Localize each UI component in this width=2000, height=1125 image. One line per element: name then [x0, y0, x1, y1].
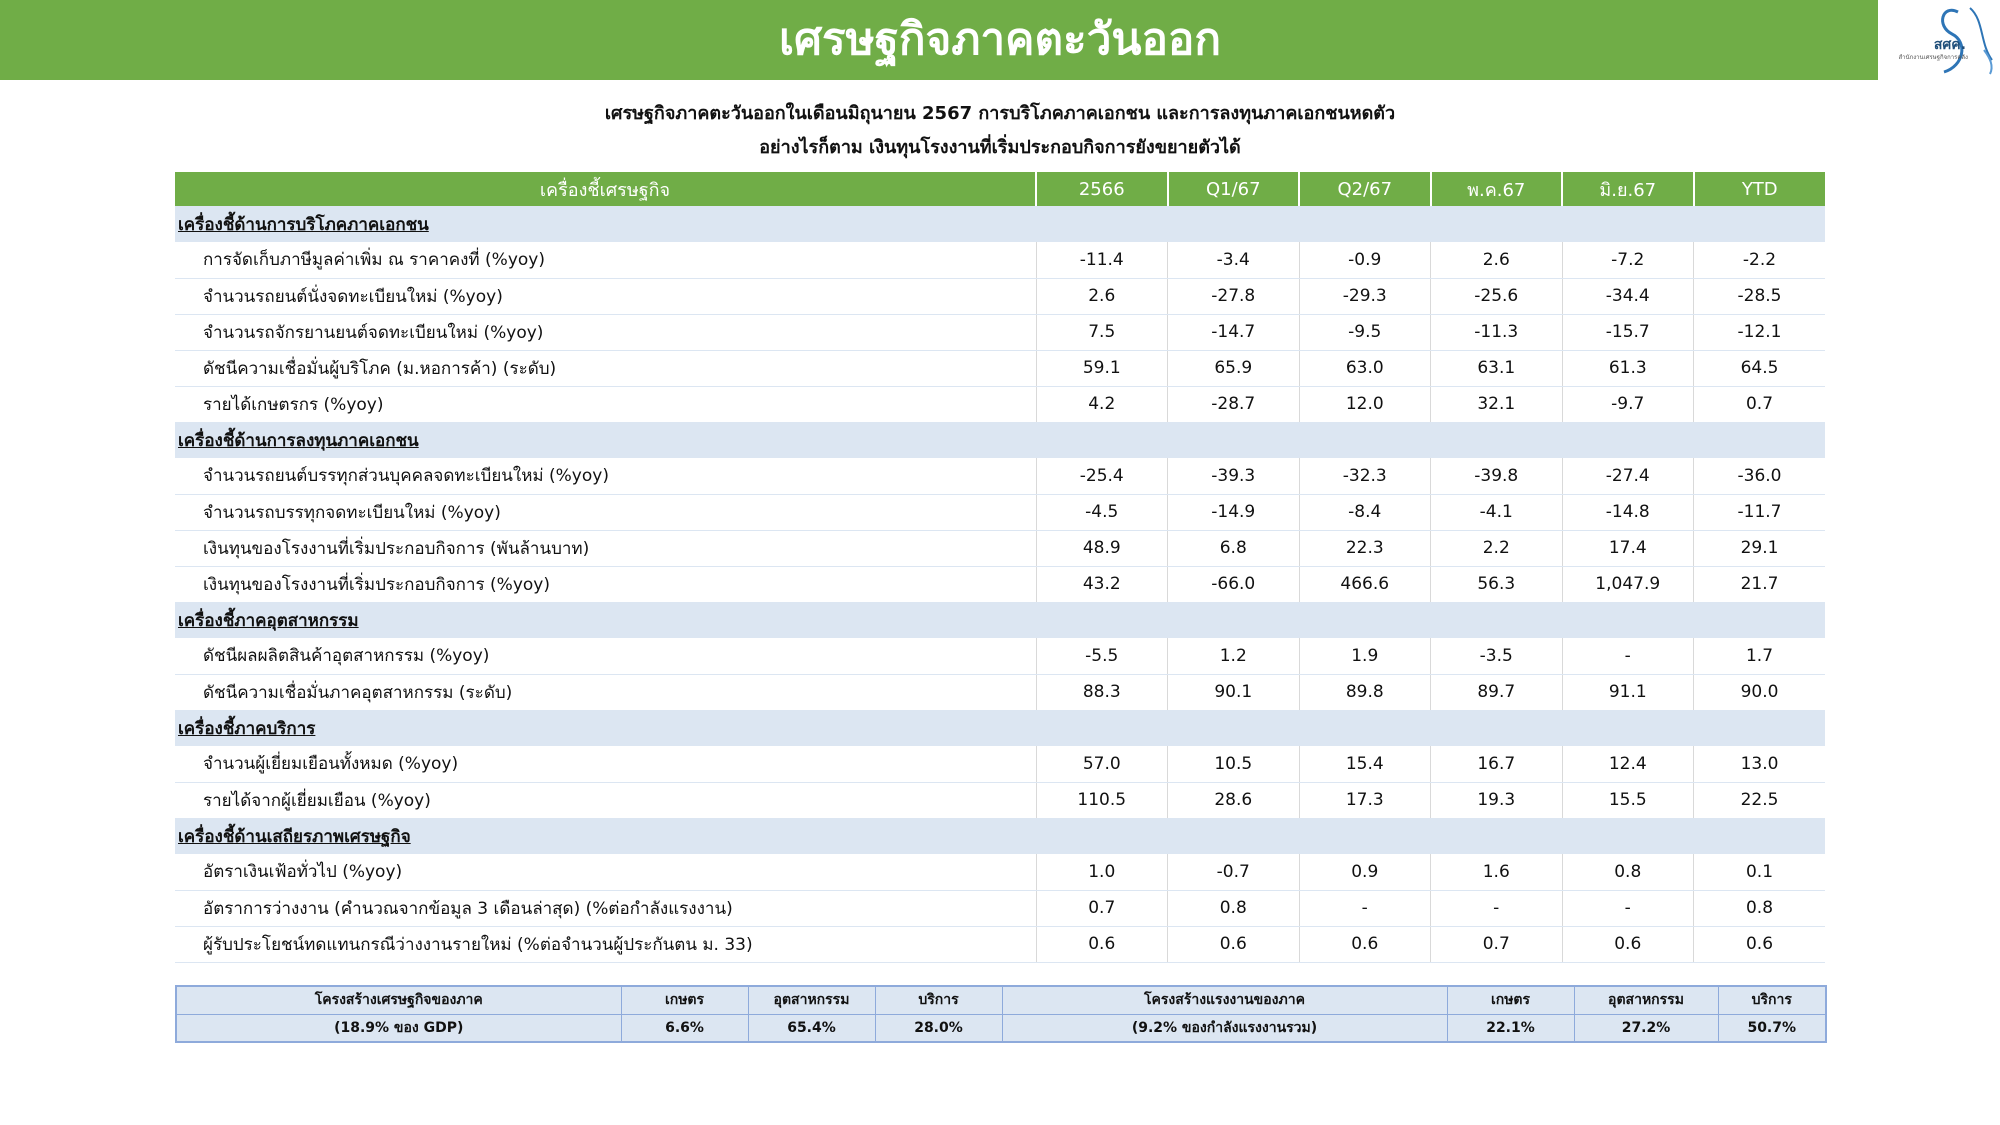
indicator-value: -11.7 — [1694, 494, 1826, 530]
indicator-value: 1,047.9 — [1562, 566, 1694, 602]
indicator-value: 17.3 — [1299, 782, 1431, 818]
labor-value-industry: 27.2% — [1574, 1014, 1718, 1042]
indicator-value: -14.9 — [1168, 494, 1300, 530]
section-title: เครื่องชี้ภาคบริการ — [175, 710, 1825, 746]
section-header-row — [175, 422, 1825, 458]
indicator-value: -3.5 — [1431, 638, 1563, 674]
indicator-value: 22.5 — [1694, 782, 1826, 818]
indicator-value: 0.8 — [1168, 890, 1300, 926]
indicator-value: 0.7 — [1036, 890, 1168, 926]
indicator-value: 64.5 — [1694, 350, 1826, 386]
indicator-value: 0.6 — [1036, 926, 1168, 962]
page-title: เศรษฐกิจภาคตะวันออก — [779, 14, 1221, 65]
column-header: Q2/67 — [1299, 172, 1431, 206]
structure-row-values — [176, 1014, 1826, 1042]
table-row — [175, 278, 1825, 314]
indicator-value: 90.0 — [1694, 674, 1826, 710]
section-header-row — [175, 818, 1825, 854]
column-header: Q1/67 — [1168, 172, 1300, 206]
indicator-label: อัตราเงินเฟ้อทั่วไป (%yoy) — [175, 854, 1036, 890]
table-row — [175, 746, 1825, 782]
indicator-value: 28.6 — [1168, 782, 1300, 818]
labor-structure-title: โครงสร้างแรงงานของภาค — [1002, 986, 1447, 1014]
indicator-value: 6.8 — [1168, 530, 1300, 566]
indicator-value: 59.1 — [1036, 350, 1168, 386]
indicator-value: -32.3 — [1299, 458, 1431, 494]
indicator-value: 56.3 — [1431, 566, 1563, 602]
section-header-row — [175, 710, 1825, 746]
table-row — [175, 782, 1825, 818]
table-row — [175, 458, 1825, 494]
indicator-value: -7.2 — [1562, 242, 1694, 278]
logo — [1880, 0, 2000, 80]
indicator-value: 0.8 — [1694, 890, 1826, 926]
indicator-value: -2.2 — [1694, 242, 1826, 278]
indicator-label: อัตราการว่างงาน (คำนวณจากข้อมูล 3 เดือนล่าสุด) (%ต่อกำลังแรงงาน) — [175, 890, 1036, 926]
indicator-label: รายได้จากผู้เยี่ยมเยือน (%yoy) — [175, 782, 1036, 818]
indicator-value: -9.7 — [1562, 386, 1694, 422]
structure-table — [175, 985, 1827, 1043]
indicator-value: 19.3 — [1431, 782, 1563, 818]
subtitle-line-2: อย่างไรก็ตาม เงินทุนโรงงานที่เริ่มประกอบกิจการยังขยายตัวได้ — [759, 137, 1241, 158]
indicator-value: -0.7 — [1168, 854, 1300, 890]
labor-label-agri: เกษตร — [1447, 986, 1574, 1014]
indicator-value: 0.6 — [1299, 926, 1431, 962]
indicator-value: -4.5 — [1036, 494, 1168, 530]
labor-value-service: 50.7% — [1718, 1014, 1826, 1042]
column-header: มิ.ย.67 — [1562, 172, 1694, 206]
indicator-label: จำนวนรถจักรยานยนต์จดทะเบียนใหม่ (%yoy) — [175, 314, 1036, 350]
table-row — [175, 674, 1825, 710]
indicator-value: 4.2 — [1036, 386, 1168, 422]
indicator-value: -28.5 — [1694, 278, 1826, 314]
indicator-value: -14.7 — [1168, 314, 1300, 350]
indicator-label: ดัชนีความเชื่อมั่นภาคอุตสาหกรรม (ระดับ) — [175, 674, 1036, 710]
table-row — [175, 566, 1825, 602]
indicator-value: -15.7 — [1562, 314, 1694, 350]
table-row — [175, 926, 1825, 962]
table-row — [175, 530, 1825, 566]
indicator-value: -14.8 — [1562, 494, 1694, 530]
indicator-value: -66.0 — [1168, 566, 1300, 602]
section-title: เครื่องชี้ด้านการลงทุนภาคเอกชน — [175, 422, 1825, 458]
indicator-value: 0.1 — [1694, 854, 1826, 890]
section-title: เครื่องชี้ภาคอุตสาหกรรม — [175, 602, 1825, 638]
labor-label-service: บริการ — [1718, 986, 1826, 1014]
table-row — [175, 314, 1825, 350]
indicator-value: -25.4 — [1036, 458, 1168, 494]
table-row — [175, 890, 1825, 926]
indicator-value: 48.9 — [1036, 530, 1168, 566]
indicator-label: เงินทุนของโรงงานที่เริ่มประกอบกิจการ (พันล้านบาท) — [175, 530, 1036, 566]
indicator-value: 0.9 — [1299, 854, 1431, 890]
logo-text: สศค. — [1933, 37, 1966, 53]
indicator-value: 466.6 — [1299, 566, 1431, 602]
indicator-value: 89.8 — [1299, 674, 1431, 710]
labor-value-agri: 22.1% — [1447, 1014, 1574, 1042]
indicator-value: -39.8 — [1431, 458, 1563, 494]
economy-value-agri: 6.6% — [621, 1014, 748, 1042]
economy-label-agri: เกษตร — [621, 986, 748, 1014]
indicator-value: 13.0 — [1694, 746, 1826, 782]
indicator-value: 91.1 — [1562, 674, 1694, 710]
indicator-value: 0.6 — [1168, 926, 1300, 962]
indicator-value: -25.6 — [1431, 278, 1563, 314]
indicator-value: -11.3 — [1431, 314, 1563, 350]
indicator-label: รายได้เกษตรกร (%yoy) — [175, 386, 1036, 422]
economy-label-service: บริการ — [875, 986, 1002, 1014]
indicator-value: -27.8 — [1168, 278, 1300, 314]
column-header: พ.ค.67 — [1431, 172, 1563, 206]
indicator-value: 29.1 — [1694, 530, 1826, 566]
economy-structure-title: โครงสร้างเศรษฐกิจของภาค — [176, 986, 621, 1014]
table-row — [175, 854, 1825, 890]
table-body — [175, 206, 1825, 962]
indicator-value: 12.4 — [1562, 746, 1694, 782]
indicator-value: - — [1299, 890, 1431, 926]
indicator-value: -27.4 — [1562, 458, 1694, 494]
indicator-value: 65.9 — [1168, 350, 1300, 386]
indicator-value: 2.6 — [1036, 278, 1168, 314]
subtitle-line-1: เศรษฐกิจภาคตะวันออกในเดือนมิถุนายน 2567 การบริโภคภาคเอกชน และการลงทุนภาคเอกชนหดตัว — [604, 103, 1396, 124]
indicator-value: 0.6 — [1694, 926, 1826, 962]
indicator-label: ดัชนีความเชื่อมั่นผู้บริโภค (ม.หอการค้า) (ระดับ) — [175, 350, 1036, 386]
economy-structure-subtitle: (18.9% ของ GDP) — [176, 1014, 621, 1042]
indicator-value: 43.2 — [1036, 566, 1168, 602]
logo-subtext: สำนักงานเศรษฐกิจการคลัง — [1898, 54, 1968, 61]
section-header-row — [175, 206, 1825, 242]
indicator-value: 89.7 — [1431, 674, 1563, 710]
indicator-label: ดัชนีผลผลิตสินค้าอุตสาหกรรม (%yoy) — [175, 638, 1036, 674]
indicator-value: -11.4 — [1036, 242, 1168, 278]
indicator-value: 61.3 — [1562, 350, 1694, 386]
column-header: เครื่องชี้เศรษฐกิจ — [175, 172, 1036, 206]
table-header-row — [175, 172, 1825, 206]
table-row — [175, 386, 1825, 422]
economy-value-service: 28.0% — [875, 1014, 1002, 1042]
indicator-value: - — [1431, 890, 1563, 926]
indicator-value: 17.4 — [1562, 530, 1694, 566]
indicator-value: 2.6 — [1431, 242, 1563, 278]
indicator-value: 0.7 — [1694, 386, 1826, 422]
indicator-value: 1.2 — [1168, 638, 1300, 674]
indicator-value: 63.0 — [1299, 350, 1431, 386]
section-header-row — [175, 602, 1825, 638]
indicator-value: 63.1 — [1431, 350, 1563, 386]
indicator-value: 12.0 — [1299, 386, 1431, 422]
indicator-value: 16.7 — [1431, 746, 1563, 782]
indicator-value: 32.1 — [1431, 386, 1563, 422]
indicator-label: จำนวนรถบรรทุกจดทะเบียนใหม่ (%yoy) — [175, 494, 1036, 530]
indicator-value: 1.6 — [1431, 854, 1563, 890]
indicator-value: 7.5 — [1036, 314, 1168, 350]
title-bar — [0, 0, 1878, 80]
indicator-value: 10.5 — [1168, 746, 1300, 782]
indicator-value: -0.9 — [1299, 242, 1431, 278]
indicator-value: -8.4 — [1299, 494, 1431, 530]
economy-value-industry: 65.4% — [748, 1014, 875, 1042]
labor-structure-subtitle: (9.2% ของกำลังแรงงานรวม) — [1002, 1014, 1447, 1042]
indicator-label: จำนวนผู้เยี่ยมเยือนทั้งหมด (%yoy) — [175, 746, 1036, 782]
indicator-label: ผู้รับประโยชน์ทดแทนกรณีว่างงานรายใหม่ (%ต่อจำนวนผู้ประกันตน ม. 33) — [175, 926, 1036, 962]
labor-label-industry: อุตสาหกรรม — [1574, 986, 1718, 1014]
table-row — [175, 242, 1825, 278]
indicator-value: -36.0 — [1694, 458, 1826, 494]
table-row — [175, 350, 1825, 386]
indicator-value: 1.0 — [1036, 854, 1168, 890]
indicator-value: 88.3 — [1036, 674, 1168, 710]
indicator-value: -9.5 — [1299, 314, 1431, 350]
indicator-label: จำนวนรถยนต์บรรทุกส่วนบุคคลจดทะเบียนใหม่ (%yoy) — [175, 458, 1036, 494]
column-header: YTD — [1694, 172, 1826, 206]
indicator-table — [175, 172, 1825, 963]
indicator-value: -28.7 — [1168, 386, 1300, 422]
structure-row-labels — [176, 986, 1826, 1014]
table-row — [175, 494, 1825, 530]
indicator-value: -12.1 — [1694, 314, 1826, 350]
indicator-value: 0.8 — [1562, 854, 1694, 890]
indicator-value: 57.0 — [1036, 746, 1168, 782]
table-row — [175, 638, 1825, 674]
indicator-value: -39.3 — [1168, 458, 1300, 494]
indicator-value: -29.3 — [1299, 278, 1431, 314]
indicator-value: 21.7 — [1694, 566, 1826, 602]
economy-label-industry: อุตสาหกรรม — [748, 986, 875, 1014]
indicator-value: 1.7 — [1694, 638, 1826, 674]
indicator-value: 0.6 — [1562, 926, 1694, 962]
indicator-value: 90.1 — [1168, 674, 1300, 710]
indicator-value: 2.2 — [1431, 530, 1563, 566]
indicator-value: -34.4 — [1562, 278, 1694, 314]
indicator-value: -3.4 — [1168, 242, 1300, 278]
indicator-label: จำนวนรถยนต์นั่งจดทะเบียนใหม่ (%yoy) — [175, 278, 1036, 314]
indicator-label: การจัดเก็บภาษีมูลค่าเพิ่ม ณ ราคาคงที่ (%yoy) — [175, 242, 1036, 278]
indicator-value: -4.1 — [1431, 494, 1563, 530]
indicator-value: 22.3 — [1299, 530, 1431, 566]
indicator-value: - — [1562, 638, 1694, 674]
indicator-value: -5.5 — [1036, 638, 1168, 674]
section-title: เครื่องชี้ด้านเสถียรภาพเศรษฐกิจ — [175, 818, 1825, 854]
indicator-value: 15.4 — [1299, 746, 1431, 782]
indicator-value: - — [1562, 890, 1694, 926]
indicator-value: 15.5 — [1562, 782, 1694, 818]
section-title: เครื่องชี้ด้านการบริโภคภาคเอกชน — [175, 206, 1825, 242]
indicator-value: 0.7 — [1431, 926, 1563, 962]
indicator-label: เงินทุนของโรงงานที่เริ่มประกอบกิจการ (%yoy) — [175, 566, 1036, 602]
indicator-value: 1.9 — [1299, 638, 1431, 674]
indicator-value: 110.5 — [1036, 782, 1168, 818]
column-header: 2566 — [1036, 172, 1168, 206]
